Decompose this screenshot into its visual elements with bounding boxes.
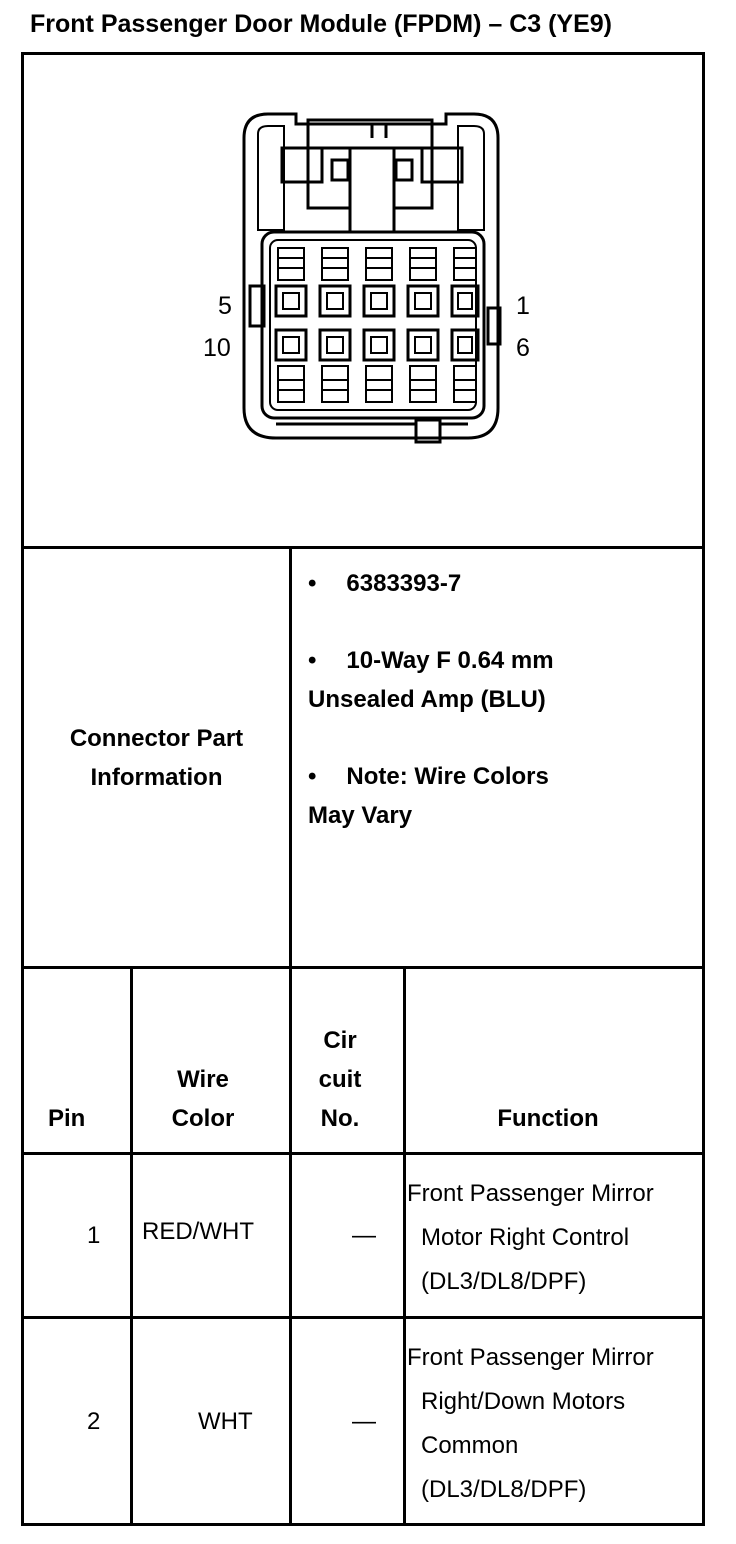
part-info-label: Connector Part Information [69,725,244,791]
row-pin: 1 [87,1222,101,1249]
divider-circuit-column [403,966,406,1526]
header-pin: Pin [48,1105,86,1132]
row-circuit: — [352,1408,376,1435]
page-title: Front Passenger Door Module (FPDM) – C3 (YE9) [30,10,613,38]
row-function: Front Passenger Mirror Motor Right Control (DL3/DL8/DPF) [407,1180,654,1295]
divider-pin-column [130,966,133,1526]
row-pin: 2 [87,1408,101,1435]
divider-row-1 [21,1316,705,1319]
bullet: • [308,570,317,597]
part-info-item-2: • 10-Way F 0.64 mm Unsealed Amp (BLU) [308,647,554,713]
row-function: Front Passenger Mirror Right/Down Motors Common (DL3/DL8/DPF) [407,1344,654,1503]
pin-cavities-row-2 [276,330,478,360]
connector-face-diagram [236,108,516,448]
divider-part-info-section [21,966,705,969]
pin-cavities-row-1 [276,286,478,316]
divider-image-section [21,546,705,549]
part-info-item-1: • 6383393-7 [308,570,462,597]
bullet: • [308,763,317,790]
pin-label-1: 1 [516,292,530,320]
bullet: • [308,647,317,674]
pin-label-6: 6 [516,334,530,362]
pin-label-10: 10 [203,334,231,362]
row-wire-color: RED/WHT [142,1218,254,1245]
header-circuit-no: Cir cuit No. [318,1027,362,1132]
part-info-item-3: • Note: Wire Colors May Vary [308,763,549,829]
row-wire-color: WHT [198,1408,253,1435]
header-wire-color: Wire Color [171,1066,235,1132]
header-function: Function [497,1105,599,1132]
row-circuit: — [352,1222,376,1249]
pin-label-5: 5 [218,292,232,320]
divider-header-row [21,1152,705,1155]
